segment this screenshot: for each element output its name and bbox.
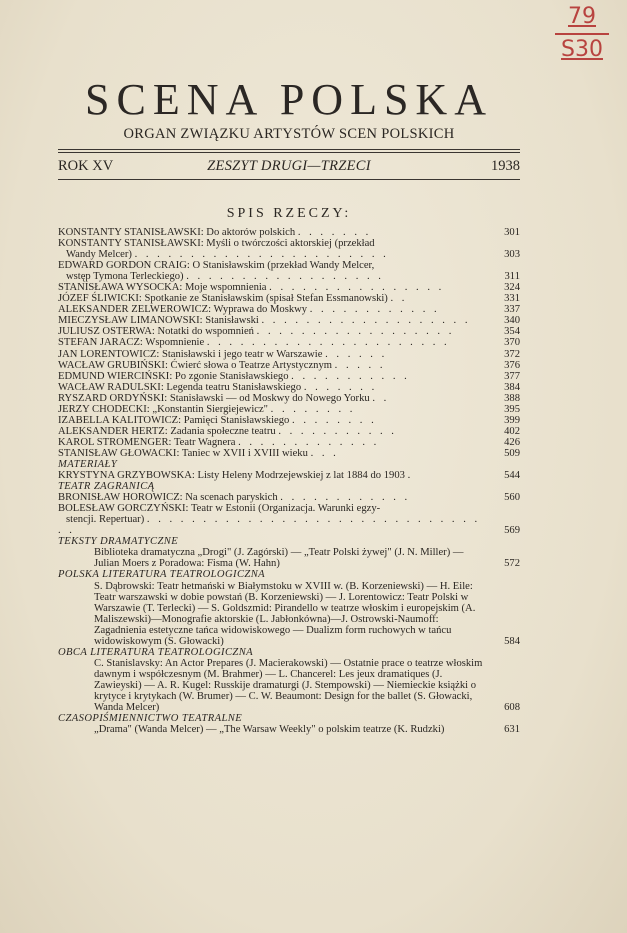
issue-year-volume: ROK XV [58, 158, 114, 174]
shelf-mark [551, 4, 613, 63]
header-rule-bottom [58, 179, 520, 180]
toc-page: 372 [504, 348, 520, 360]
toc-entry[interactable]: EDWARD GORDON CRAIG: O Stanisławskim (przekład Wandy Melcer, wstęp Tymona Terleckiego) . . . . . . . . . . . . . . . . . . 311 [58, 260, 520, 283]
toc-entry[interactable]: KONSTANTY STANISŁAWSKI: Myśli o twórczości aktorskiej (przekład Wandy Melcer) . . . . . . . . . . . . . . . . . . . . . . . 303 [58, 238, 520, 261]
toc-page: 395 [504, 403, 520, 415]
toc-entry[interactable]: S. Dąbrowski: Teatr hetmański w Białymstoku w XVIII w. (B. Korzeniewski) — H. Eile: Teatr warszawski w dobie powstań (B. Korzeniewski) — J. Lorentowicz: Teatr Polski w Warszawie (T. Terlecki) — S. Goldszmid: Pirandello w teatrze włoskim i europejskim (A. Maliszewski)—Monografie aktorskie (L. Jabłonkówna)—J. Ostrowski-Naumoff: Zagadnienia estetyczne tańca widowiskowego — Dualizm form ruchowych w tańcu widowiskowym (S. Głowacki) 584 [94, 580, 520, 647]
toc-page: 340 [504, 315, 520, 327]
toc-entry[interactable]: WACŁAW RADULSKI: Legenda teatru Stanisławskiego . . . . . . . 384 [58, 381, 520, 393]
toc-page: 331 [504, 293, 520, 305]
toc-entry[interactable]: IZABELLA KALITOWICZ: Pamięci Stanisławskiego . . . . . . . . 399 [58, 414, 520, 426]
toc-page: 324 [504, 282, 520, 294]
toc-section-czasopismiennictwo: CZASOPIŚMIENNICTWO TEATRALNE [58, 713, 243, 725]
toc-section-teksty-dramatyczne: TEKSTY DRAMATYCZNE [58, 536, 179, 548]
toc-page: 560 [504, 492, 520, 504]
toc-page: 377 [504, 370, 520, 382]
toc-page: 303 [504, 249, 520, 261]
toc-page: 388 [504, 392, 520, 404]
journal-subtitle: ORGAN ZWIĄZKU ARTYSTÓW SCEN POLSKICH [123, 126, 455, 142]
toc-entry[interactable]: JÓZEF ŚLIWICKI: Spotkanie ze Stanisławskim (spisał Stefan Essmanowski) . . 331 [58, 293, 520, 305]
toc-entry[interactable]: KAROL STROMENGER: Teatr Wagnera . . . . . . . . . . . . . 426 [58, 436, 520, 448]
toc-entry[interactable]: C. Stanislavsky: An Actor Prepares (J. Macierakowski) — Ostatnie prace o teatrze włoskim dawnym i współczesnym (M. Brahmer) — L. Chancerel: Les jeux dramatiques (J. Zawieyski) — A. R. Kugel: Russkije dramaturgi (J. Stempowski) — Niemieckie książki o krytyce i krytykach (W. Brumer) — C. W. Beaumont: Design for the ballet (S. Głowacki, Wanda Melcer) 608 [94, 657, 520, 714]
toc-entry[interactable]: KRYSTYNA GRZYBOWSKA: Listy Heleny Modrzejewskiej z lat 1884 do 1903 . 544 [58, 470, 520, 482]
toc-entry[interactable]: RYSZARD ORDYŃSKI: Stanisławski — od Moskwy do Nowego Yorku . . 388 [58, 392, 520, 404]
toc-page: 572 [504, 558, 520, 570]
toc-page: 631 [504, 724, 520, 736]
toc-entry[interactable]: JAN LORENTOWICZ: Stanisławski i jego teatr w Warszawie . . . . . . 372 [58, 348, 520, 360]
toc-entry[interactable]: WACŁAW GRUBIŃSKI: Ćwierć słowa o Teatrze Artystycznym . . . . . 376 [58, 359, 520, 371]
toc-page: 301 [504, 227, 520, 238]
toc-entry[interactable]: KONSTANTY STANISŁAWSKI: Do aktorów polskich . . . . . . . 301 [58, 227, 520, 238]
issue-line [58, 158, 520, 176]
issue-number: ZESZYT DRUGI—TRZECI [207, 158, 371, 174]
toc-entry[interactable]: Biblioteka dramatyczna „Drogi" (J. Zagórski) — „Teatr Polski żywej" (J. N. Miller) — Julian Moers z Poradowa: Fisma (W. Hahn) 572 [94, 547, 520, 570]
toc-entry[interactable]: EDMUND WIERCIŃSKI: Po zgonie Stanisławskiego . . . . . . . . . . . 377 [58, 370, 520, 382]
toc-entry[interactable]: MIECZYSŁAW LIMANOWSKI: Stanisławski . . . . . . . . . . . . . . . . . . . 340 [58, 315, 520, 327]
toc-section-materialy: MATERIAŁY [58, 458, 118, 470]
toc-page: 376 [504, 359, 520, 371]
shelf-mark-divider [555, 33, 609, 35]
header-rule-top-thin [58, 152, 520, 153]
toc-entry[interactable]: BRONISŁAW HOROWICZ: Na scenach paryskich . . . . . . . . . . . . 560 [58, 492, 520, 504]
issue-year: 1938 [491, 158, 520, 174]
shelf-mark-bottom: S30 [561, 37, 603, 62]
toc-entry[interactable]: „Drama" (Wanda Melcer) — „The Warsaw Weekly" o polskim teatrze (K. Rudzki) 631 [94, 724, 520, 736]
toc-page: 354 [504, 326, 520, 338]
toc-entry[interactable]: JULIUSZ OSTERWA: Notatki do wspomnień . . . . . . . . . . . . . . . . . . 354 [58, 326, 520, 338]
toc-page: 569 [504, 525, 520, 537]
toc-entry[interactable]: ALEKSANDER ZELWEROWICZ: Wyprawa do Moskwy . . . . . . . . . . . . 337 [58, 304, 520, 316]
table-of-contents [58, 227, 520, 735]
journal-title: SCENA POLSKA [85, 75, 493, 124]
toc-heading: SPIS RZECZY: [226, 206, 352, 221]
toc-page: 544 [504, 470, 520, 482]
toc-entry[interactable]: STANISŁAW GŁOWACKI: Taniec w XVII i XVIII wieku . . . 509 [58, 447, 520, 459]
header-rule-top [58, 149, 520, 150]
shelf-mark-top: 79 [568, 4, 596, 29]
toc-page: 311 [504, 271, 520, 283]
toc-page: 402 [504, 425, 520, 437]
toc-page: 584 [504, 635, 520, 647]
toc-section-teatr-zagranica: TEATR ZAGRANICĄ [58, 481, 155, 493]
toc-page: 608 [504, 702, 520, 714]
toc-page: 509 [504, 447, 520, 459]
toc-entry[interactable]: BOLESŁAW GORCZYŃSKI: Teatr w Estonii (Organizacja. Warunki egzy- stencji. Repertuar) . . . . . . . . . . . . . . . . . . . . . . . . . . . . . . . . 569 [58, 503, 520, 537]
toc-page: 426 [504, 436, 520, 448]
toc-entry[interactable]: STANISŁAWA WYSOCKA: Moje wspomnienia . . . . . . . . . . . . . . . . 324 [58, 282, 520, 294]
toc-entry[interactable]: JERZY CHODECKI: „Konstantin Siergiejewicz" . . . . . . . . 395 [58, 403, 520, 415]
toc-entry[interactable]: STEFAN JARACZ: Wspomnienie . . . . . . . . . . . . . . . . . . . . . . 370 [58, 337, 520, 349]
toc-page: 370 [504, 337, 520, 349]
toc-section-polska-literatura: POLSKA LITERATURA TEATROLOGICZNA [58, 569, 266, 581]
toc-page: 384 [504, 381, 520, 393]
toc-entry[interactable]: ALEKSANDER HERTZ: Zadania społeczne teatru . . . . . . . . . . . 402 [58, 425, 520, 437]
toc-page: 337 [504, 304, 520, 316]
toc-section-obca-literatura: OBCA LITERATURA TEATROLOGICZNA [58, 646, 254, 658]
toc-page: 399 [504, 414, 520, 426]
